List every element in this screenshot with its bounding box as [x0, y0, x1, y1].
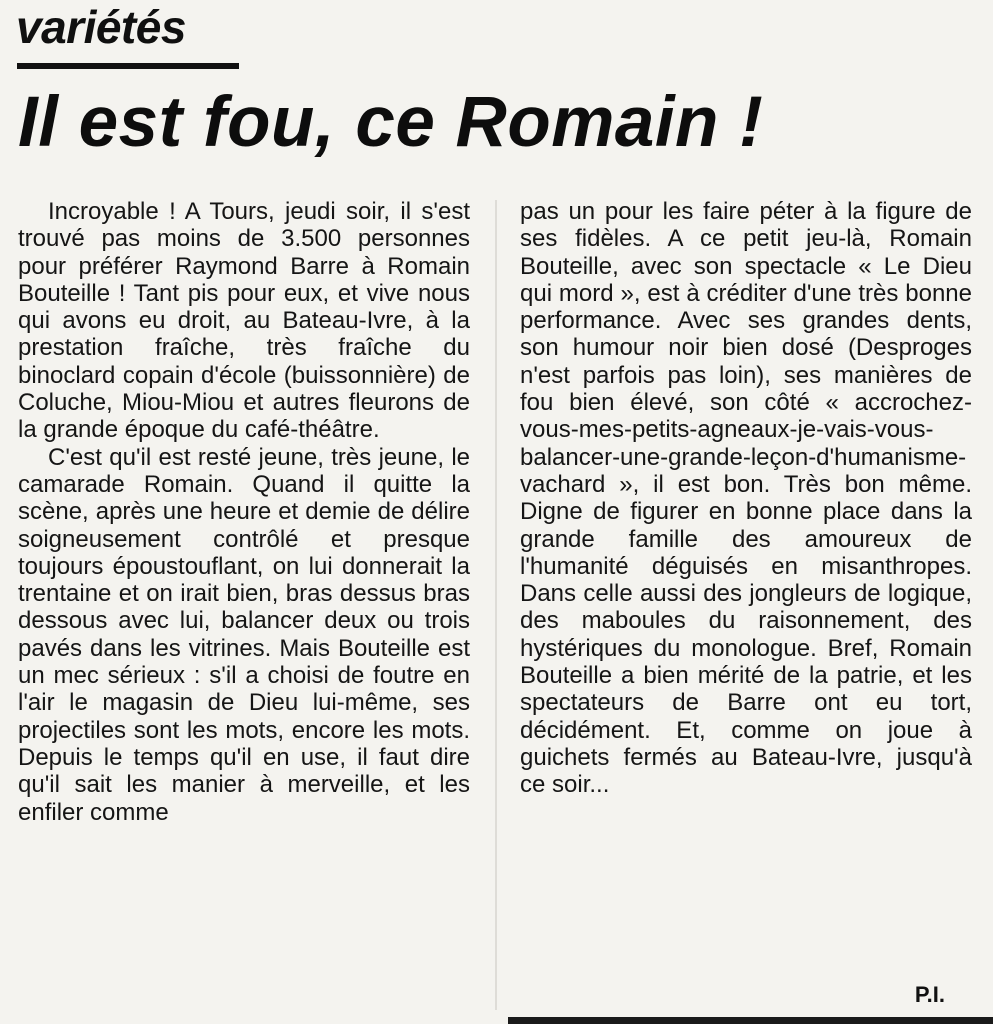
paragraph-2: C'est qu'il est resté jeune, très jeune, le camarade Romain. Quand il quitte la scène, après une heure et demie de délire soigneusement contrôlé et presque toujours époustouflant, on lui donnerait la trentaine et on irait bien, bras dessus bras dessous avec lui, balancer deux ou trois pavés dans les vitrines. Mais Bouteille est un mec sérieux : s'il a choisi de foutre en l'air le magasin de Dieu lui-même, ses projectiles sont les mots, encore les mots. Depuis le temps qu'il en use, il faut dire qu'il sait les manier à merveille, et les enfiler comme — [18, 443, 470, 826]
rubric-underline — [17, 63, 239, 69]
article-headline: Il est fou, ce Romain ! — [18, 83, 764, 162]
article-column-left — [18, 198, 470, 826]
author-signature: P.I. — [914, 982, 945, 1007]
paragraph-1: Incroyable ! A Tours, jeudi soir, il s'est trouvé pas moins de 3.500 personnes pour préférer Raymond Barre à Romain Bouteille ! Tant pis pour eux, et vive nous qui avons eu droit, au Bateau-Ivre, à la prestation fraîche, très fraîche du binoclard copain d'école (buissonnière) de Coluche, Miou-Miou et autres fleurons de la grande époque du café-théâtre. — [18, 198, 470, 444]
article-column-right — [520, 198, 972, 799]
section-rubric: variétés — [16, 1, 186, 53]
paragraph-2-continued: pas un pour les faire péter à la figure de ses fidèles. A ce petit jeu-là, Romain Bouteille, avec son spectacle « Le Dieu qui mord », est à créditer d'une très bonne performance. Avec ses grandes dents, son humour noir bien dosé (Desproges n'est parfois pas loin), ses manières de fou bien élevé, son côté « accrochez-vous-mes-petits-agneaux-je-vais-vous-balancer-une-grande-leçon-d'humanisme-vachard », il est bon. Très bon même. Digne de figurer en bonne place dans la grande famille des amoureux de l'humanité déguisés en misanthropes. Dans celle aussi des jongleurs de logique, des maboules du raisonnement, des hystériques du monologue. Bref, Romain Bouteille a bien mérité de la patrie, et les spectateurs de Barre ont eu tort, décidément. Et, comme on joue à guichets fermés au Bateau-Ivre, jusqu'à ce soir... — [520, 198, 972, 799]
bottom-rule — [508, 1017, 993, 1024]
column-divider — [495, 200, 497, 1010]
